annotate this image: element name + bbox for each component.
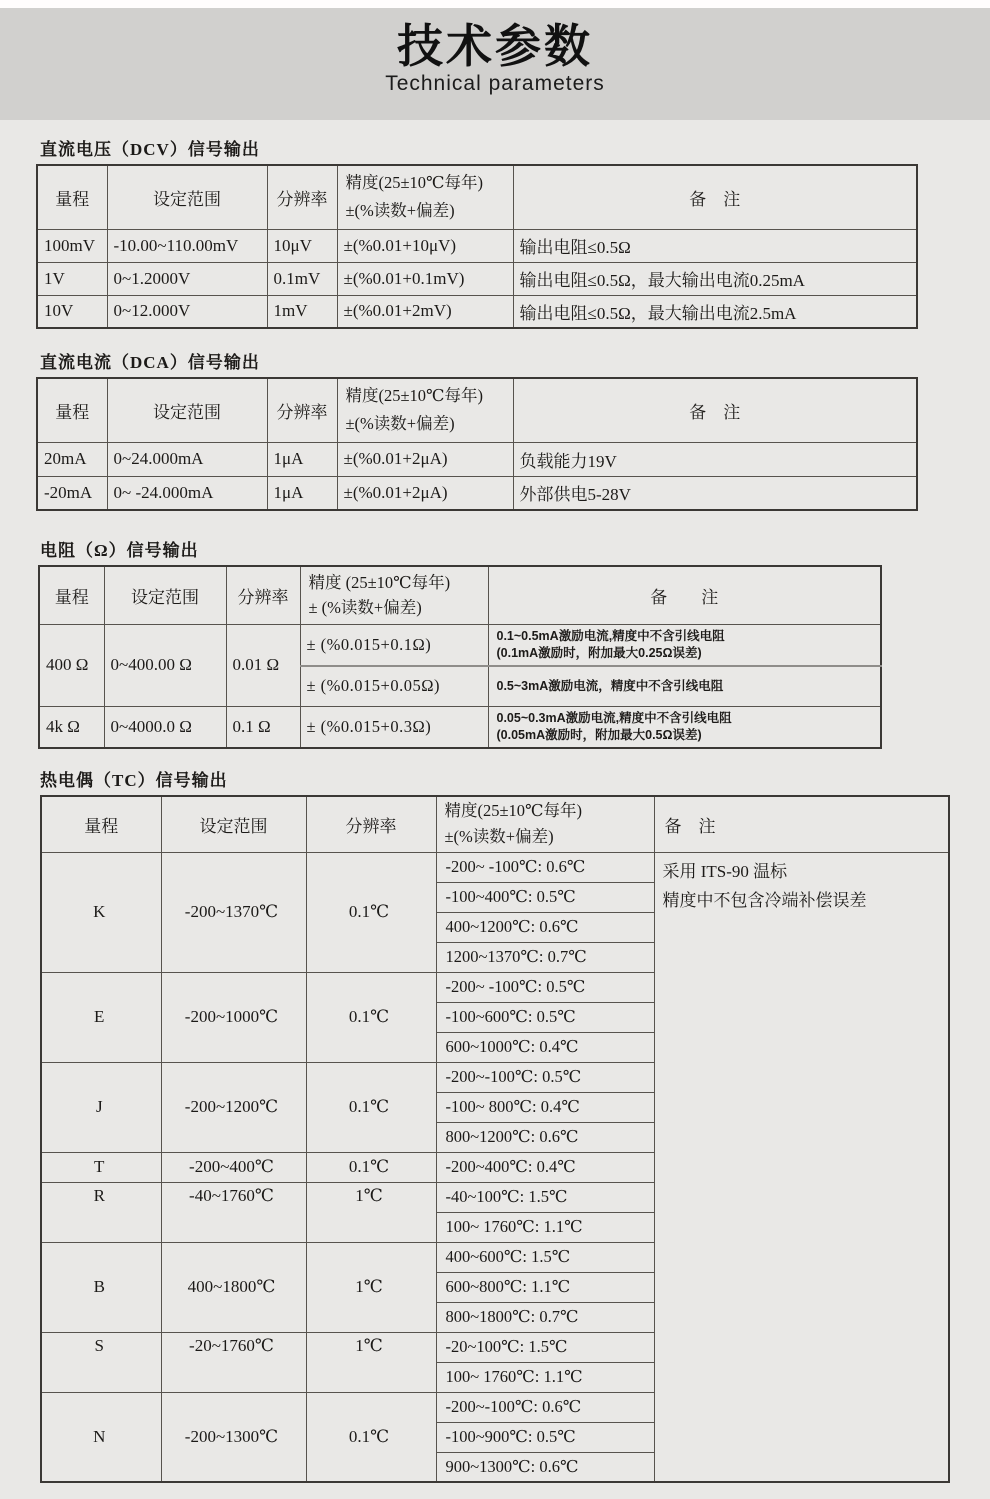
table-row — [37, 295, 917, 328]
accuracy-header-line2: ±(%读数+偏差) — [345, 201, 455, 221]
cell-setting: -200~1000℃ — [161, 972, 306, 1062]
cell-setting: -200~1200℃ — [161, 1062, 306, 1152]
column-header-range: 量程 — [39, 566, 104, 624]
cell-setting: 0~24.000mA — [107, 442, 267, 476]
column-header-range: 量程 — [37, 165, 107, 229]
cell-range: 4k Ω — [39, 706, 104, 748]
cell-accuracy: ± (%0.015+0.05Ω) — [300, 666, 488, 706]
remark-line2: (0.05mA激励时，附加最大0.5Ω误差) — [496, 727, 702, 742]
cell-setting: -10.00~110.00mV — [107, 229, 267, 262]
column-header-setting: 设定范围 — [107, 378, 267, 442]
column-header-accuracy — [436, 796, 654, 852]
cell-accuracy: ±(%0.01+10μV) — [337, 229, 513, 262]
cell-remark — [488, 624, 881, 666]
table-row — [37, 229, 917, 262]
cell-resolution: 1℃ — [306, 1242, 436, 1332]
dcv-table — [36, 164, 918, 329]
cell-range: -20mA — [37, 476, 107, 510]
cell-accuracy: ±(%0.01+0.1mV) — [337, 262, 513, 295]
cell-setting: -200~400℃ — [161, 1152, 306, 1182]
cell-resolution: 10μV — [267, 229, 337, 262]
cell-accuracy: -200~-100℃: 0.6℃ — [436, 1392, 654, 1422]
cell-resolution: 0.01 Ω — [226, 624, 300, 706]
dca-header-row — [37, 378, 917, 442]
cell-resolution: 0.1 Ω — [226, 706, 300, 748]
cell-accuracy: ±(%0.01+2mV) — [337, 295, 513, 328]
column-header-range: 量程 — [37, 378, 107, 442]
cell-range: 1V — [37, 262, 107, 295]
cell-accuracy: ± (%0.015+0.3Ω) — [300, 706, 488, 748]
cell-resolution: 1mV — [267, 295, 337, 328]
tc-remark-line2: 精度中不包含冷端补偿误差 — [662, 890, 867, 910]
cell-accuracy: -40~100℃: 1.5℃ — [436, 1182, 654, 1212]
cell-accuracy: -200~-100℃: 0.5℃ — [436, 1062, 654, 1092]
section-heading-tc: 热电偶（TC）信号输出 — [40, 771, 228, 790]
cell-accuracy: ± (%0.015+0.1Ω) — [300, 624, 488, 666]
cell-range: 20mA — [37, 442, 107, 476]
cell-resolution: 0.1℃ — [306, 1062, 436, 1152]
cell-setting: 0~400.00 Ω — [104, 624, 226, 706]
cell-setting: -40~1760℃ — [161, 1182, 306, 1242]
table-row — [37, 476, 917, 510]
cell-accuracy: -100~600℃: 0.5℃ — [436, 1002, 654, 1032]
cell-accuracy: -100~ 800℃: 0.4℃ — [436, 1092, 654, 1122]
title-banner — [0, 8, 990, 120]
cell-tc-type: K — [41, 852, 161, 972]
table-row — [37, 442, 917, 476]
cell-resolution: 0.1℃ — [306, 972, 436, 1062]
cell-setting: 0~ -24.000mA — [107, 476, 267, 510]
column-header-setting: 设定范围 — [104, 566, 226, 624]
dcv-header-row — [37, 165, 917, 229]
cell-accuracy: ±(%0.01+2μA) — [337, 442, 513, 476]
cell-resolution: 1μA — [267, 476, 337, 510]
resistance-table — [38, 565, 882, 749]
cell-resolution: 1℃ — [306, 1332, 436, 1392]
cell-accuracy: -100~900℃: 0.5℃ — [436, 1422, 654, 1452]
section-heading-dcv: 直流电压（DCV）信号输出 — [40, 140, 260, 159]
tc-row-K — [41, 852, 949, 882]
column-header-accuracy — [337, 165, 513, 229]
cell-setting: 0~12.000V — [107, 295, 267, 328]
column-header-resolution: 分辨率 — [267, 165, 337, 229]
cell-accuracy: 600~800℃: 1.1℃ — [436, 1272, 654, 1302]
cell-accuracy: 800~1800℃: 0.7℃ — [436, 1302, 654, 1332]
cell-accuracy: -20~100℃: 1.5℃ — [436, 1332, 654, 1362]
column-header-accuracy — [300, 566, 488, 624]
cell-accuracy: -200~400℃: 0.4℃ — [436, 1152, 654, 1182]
column-header-remark: 备 注 — [513, 378, 917, 442]
cell-accuracy: 100~ 1760℃: 1.1℃ — [436, 1362, 654, 1392]
section-heading-resistance: 电阻（Ω）信号输出 — [40, 541, 199, 560]
cell-accuracy: -200~ -100℃: 0.5℃ — [436, 972, 654, 1002]
column-header-accuracy — [337, 378, 513, 442]
tc-table — [40, 795, 950, 1483]
table-row-400ohm — [39, 624, 881, 666]
cell-remark: 输出电阻≤0.5Ω — [513, 229, 917, 262]
cell-resolution: 1℃ — [306, 1182, 436, 1242]
page-title: 技术参数 — [397, 19, 593, 73]
cell-accuracy: 100~ 1760℃: 1.1℃ — [436, 1212, 654, 1242]
cell-resolution: 0.1℃ — [306, 852, 436, 972]
cell-tc-type: J — [41, 1062, 161, 1152]
accuracy-header-line2: ± (%读数+偏差) — [308, 598, 422, 618]
column-header-remark: 备 注 — [513, 165, 917, 229]
cell-accuracy: 400~1200℃: 0.6℃ — [436, 912, 654, 942]
column-header-setting: 设定范围 — [161, 796, 306, 852]
accuracy-header-line2: ±(%读数+偏差) — [345, 414, 455, 434]
cell-setting: 400~1800℃ — [161, 1242, 306, 1332]
cell-setting: -200~1300℃ — [161, 1392, 306, 1482]
remark-line1: 0.5~3mA激励电流，精度中不含引线电阻 — [496, 678, 724, 693]
dca-table — [36, 377, 918, 511]
cell-accuracy: -200~ -100℃: 0.6℃ — [436, 852, 654, 882]
cell-range: 100mV — [37, 229, 107, 262]
cell-range: 10V — [37, 295, 107, 328]
cell-remark — [488, 706, 881, 748]
cell-resolution: 0.1℃ — [306, 1152, 436, 1182]
column-header-remark: 备 注 — [654, 796, 949, 852]
cell-accuracy: ±(%0.01+2μA) — [337, 476, 513, 510]
column-header-resolution: 分辨率 — [267, 378, 337, 442]
column-header-resolution: 分辨率 — [306, 796, 436, 852]
remark-line1: 0.05~0.3mA激励电流,精度中不含引线电阻 — [496, 710, 732, 725]
cell-tc-type: B — [41, 1242, 161, 1332]
cell-tc-remark — [654, 852, 949, 1482]
accuracy-header-line1: 精度(25±10℃每年) — [444, 801, 583, 821]
accuracy-header-line1: 精度(25±10℃每年) — [345, 386, 484, 406]
section-heading-dca: 直流电流（DCA）信号输出 — [40, 353, 260, 372]
cell-tc-type: S — [41, 1332, 161, 1392]
cell-resolution: 0.1℃ — [306, 1392, 436, 1482]
column-header-resolution: 分辨率 — [226, 566, 300, 624]
cell-tc-type: E — [41, 972, 161, 1062]
remark-line1: 0.1~0.5mA激励电流,精度中不含引线电阻 — [496, 628, 725, 643]
resistance-header-row — [39, 566, 881, 624]
cell-setting: 0~1.2000V — [107, 262, 267, 295]
column-header-setting: 设定范围 — [107, 165, 267, 229]
top-white-strip — [0, 0, 990, 8]
cell-setting: -200~1370℃ — [161, 852, 306, 972]
tc-header-row — [41, 796, 949, 852]
cell-setting: -20~1760℃ — [161, 1332, 306, 1392]
cell-resolution: 1μA — [267, 442, 337, 476]
column-header-range: 量程 — [41, 796, 161, 852]
cell-accuracy: -100~400℃: 0.5℃ — [436, 882, 654, 912]
accuracy-header-line1: 精度(25±10℃每年) — [345, 173, 484, 193]
cell-remark — [488, 666, 881, 706]
remark-line2: (0.1mA激励时，附加最大0.25Ω误差) — [496, 645, 702, 660]
cell-setting: 0~4000.0 Ω — [104, 706, 226, 748]
cell-resolution: 0.1mV — [267, 262, 337, 295]
cell-tc-type: R — [41, 1182, 161, 1242]
cell-accuracy: 1200~1370℃: 0.7℃ — [436, 942, 654, 972]
cell-tc-type: N — [41, 1392, 161, 1482]
cell-remark: 负载能力19V — [513, 442, 917, 476]
table-row — [37, 262, 917, 295]
tc-remark-line1: 采用 ITS-90 温标 — [662, 861, 788, 881]
cell-remark: 外部供电5-28V — [513, 476, 917, 510]
column-header-remark: 备 注 — [488, 566, 881, 624]
cell-accuracy: 600~1000℃: 0.4℃ — [436, 1032, 654, 1062]
cell-range: 400 Ω — [39, 624, 104, 706]
accuracy-header-line2: ±(%读数+偏差) — [444, 827, 554, 847]
cell-remark: 输出电阻≤0.5Ω，最大输出电流2.5mA — [513, 295, 917, 328]
cell-remark: 输出电阻≤0.5Ω，最大输出电流0.25mA — [513, 262, 917, 295]
accuracy-header-line1: 精度 (25±10℃每年) — [308, 573, 451, 593]
cell-accuracy: 800~1200℃: 0.6℃ — [436, 1122, 654, 1152]
page-subtitle: Technical parameters — [385, 72, 605, 95]
table-row-4kohm — [39, 706, 881, 748]
cell-tc-type: T — [41, 1152, 161, 1182]
cell-accuracy: 400~600℃: 1.5℃ — [436, 1242, 654, 1272]
cell-accuracy: 900~1300℃: 0.6℃ — [436, 1452, 654, 1482]
